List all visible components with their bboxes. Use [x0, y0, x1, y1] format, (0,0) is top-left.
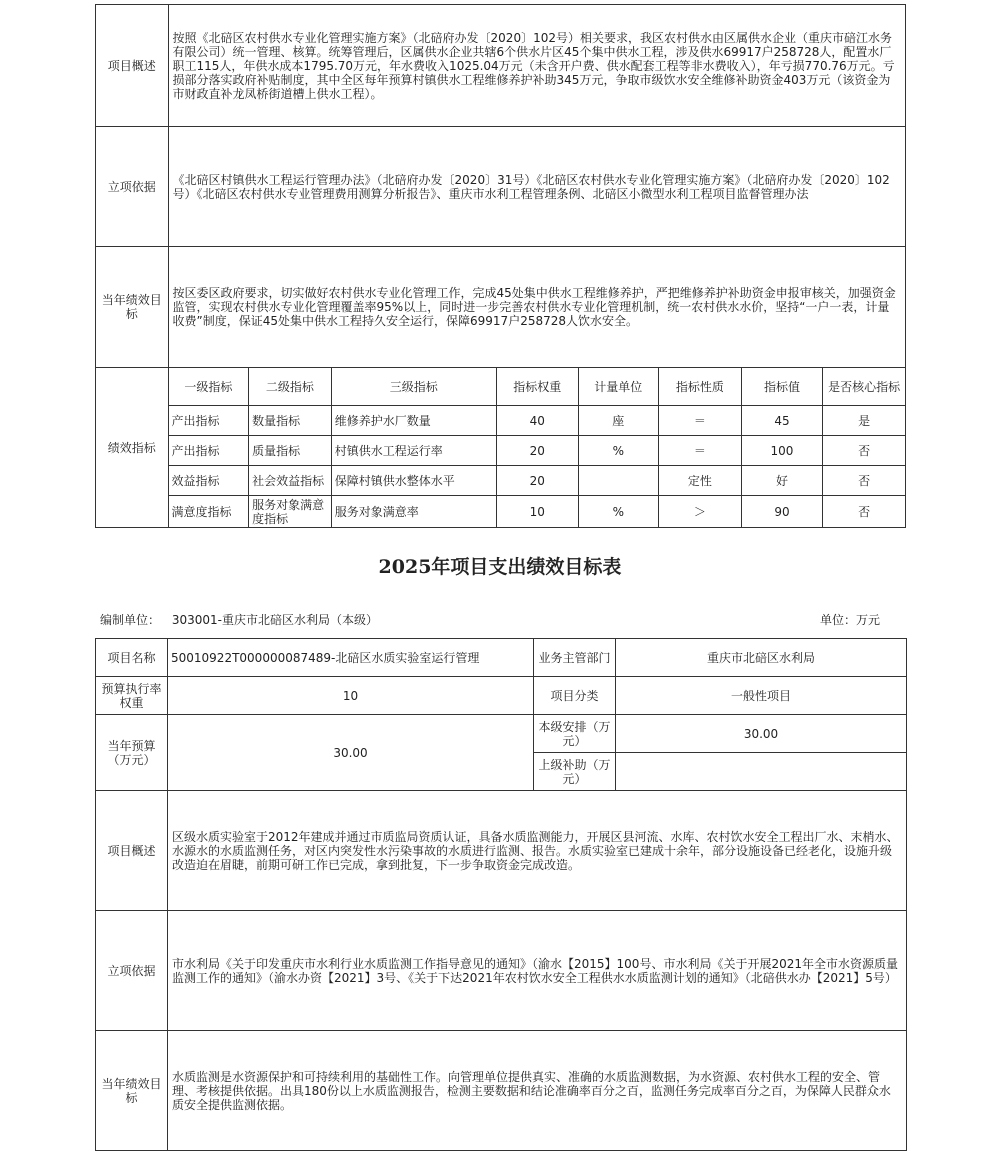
- cell-nature: ＝: [659, 436, 742, 466]
- dept-value: 重庆市北碚区水利局: [616, 639, 907, 677]
- cell-level3: 维修养护水厂数量: [331, 406, 496, 436]
- upper-label: 上级补助（万元）: [534, 753, 616, 791]
- dept-label: 业务主管部门: [534, 639, 616, 677]
- performance-table-2: [95, 638, 907, 1151]
- header-level3: 三级指标: [331, 368, 496, 406]
- annual-goal-label: 当年绩效目标: [96, 247, 169, 368]
- local-label: 本级安排（万元）: [534, 715, 616, 753]
- project-overview-text: 区级水质实验室于2012年建成并通过市质监局资质认证，具备水质监测能力，开展区县河流、水库、农村饮水安全工程出厂水、末梢水、水源水的水质监测任务，对区内突发性水污染事故的水质进行监测、报告。水质实验室已建成十余年，部分设施设备已经老化，设施升级改造迫在眉睫，前期可研工作已完成，拿到批复，下一步争取资金完成改造。: [168, 791, 907, 911]
- cell-weight: 10: [496, 496, 578, 528]
- cell-core: 是: [823, 406, 906, 436]
- basis-text: 《北碚区村镇供水工程运行管理办法》（北碚府办发〔2020〕31号）《北碚区农村供水专业化管理实施方案》（北碚府办发〔2020〕102号）《北碚区农村供水专业管理费用测算分析报告》、重庆市水利工程管理条例、北碚区小微型水利工程项目监督管理办法: [168, 127, 905, 247]
- cell-weight: 20: [496, 436, 578, 466]
- budget-value: 30.00: [168, 715, 534, 791]
- cell-value: 90: [741, 496, 823, 528]
- cell-level2: 服务对象满意度指标: [249, 496, 332, 528]
- cell-level3: 服务对象满意率: [331, 496, 496, 528]
- cell-nature: 定性: [659, 466, 742, 496]
- header-level1: 一级指标: [168, 368, 249, 406]
- header-weight: 指标权重: [496, 368, 578, 406]
- basis-label: 立项依据: [96, 127, 169, 247]
- header-nature: 指标性质: [659, 368, 742, 406]
- cell-unit: [578, 466, 659, 496]
- cell-unit: %: [578, 496, 659, 528]
- table-row: [96, 436, 906, 466]
- cell-level2: 社会效益指标: [249, 466, 332, 496]
- cell-level1: 满意度指标: [168, 496, 249, 528]
- local-value: 30.00: [616, 715, 907, 753]
- project-overview-label: 项目概述: [96, 5, 169, 127]
- weight-value: 10: [168, 677, 534, 715]
- cell-weight: 40: [496, 406, 578, 436]
- budget-label: 当年预算（万元）: [96, 715, 168, 791]
- cell-core: 否: [823, 496, 906, 528]
- cell-unit: 座: [578, 406, 659, 436]
- category-value: 一般性项目: [616, 677, 907, 715]
- table-row: [96, 406, 906, 436]
- cell-level1: 产出指标: [168, 406, 249, 436]
- annual-goal-label: 当年绩效目标: [96, 1031, 168, 1151]
- cell-level2: 质量指标: [249, 436, 332, 466]
- compiling-unit: [100, 611, 378, 628]
- category-label: 项目分类: [534, 677, 616, 715]
- cell-nature: ＝: [659, 406, 742, 436]
- weight-label: 预算执行率权重: [96, 677, 168, 715]
- cell-level3: 保障村镇供水整体水平: [331, 466, 496, 496]
- currency-unit: 单位：万元: [820, 613, 881, 627]
- cell-level1: 效益指标: [168, 466, 249, 496]
- annual-goal-text: 按区委区政府要求，切实做好农村供水专业化管理工作，完成45处集中供水工程维修养护，严把维修养护补助资金申报审核关，加强资金监管，实现农村供水专业化管理覆盖率95%以上，同时进一步完善农村供水专业化管理机制，统一农村供水水价，坚持“一户一表，计量收费”制度，保证45处集中供水工程持久安全运行，保障69917户258728人饮水安全。: [168, 247, 905, 368]
- cell-level2: 数量指标: [249, 406, 332, 436]
- project-overview-label: 项目概述: [96, 791, 168, 911]
- cell-core: 否: [823, 466, 906, 496]
- cell-level1: 产出指标: [168, 436, 249, 466]
- compiling-unit-label: 编制单位：: [100, 613, 161, 627]
- header-core: 是否核心指标: [823, 368, 906, 406]
- cell-core: 否: [823, 436, 906, 466]
- header-unit: 计量单位: [578, 368, 659, 406]
- cell-value: 好: [741, 466, 823, 496]
- project-overview-text: 按照《北碚区农村供水专业化管理实施方案》（北碚府办发〔2020〕102号）相关要求，我区农村供水由区属供水企业（重庆市碚江水务有限公司）统一管理、核算。统筹管理后，区属供水企业共辖6个供水片区45个集中供水工程，涉及供水69917户258728人，配置水厂职工115人，年供水成本1795.70万元，年水费收入1025.04万元（未含开户费、供水配套工程等非水费收入），年亏损770.76万元。亏损部分落实政府补贴制度，其中全区每年预算村镇供水工程维修养护补助345万元，争取市级饮水安全维修补助资金403万元（该资金为市财政直补龙凤桥街道槽上供水工程）。: [168, 5, 905, 127]
- compiling-unit-value: 303001-重庆市北碚区水利局（本级）: [171, 613, 378, 627]
- table-row: [96, 466, 906, 496]
- annual-goal-text: 水质监测是水资源保护和可持续利用的基础性工作。向管理单位提供真实、准确的水质监测数据，为水资源、农村供水工程的安全、管理、考核提供依据。出具180份以上水质监测报告，检测主要数据和结论准确率百分之百，监测任务完成率百分之百，为保障人民群众水质安全提供监测依据。: [168, 1031, 907, 1151]
- cell-level3: 村镇供水工程运行率: [331, 436, 496, 466]
- cell-weight: 20: [496, 466, 578, 496]
- cell-nature: ＞: [659, 496, 742, 528]
- table-row: [96, 496, 906, 528]
- cell-value: 45: [741, 406, 823, 436]
- basis-label: 立项依据: [96, 911, 168, 1031]
- header-level2: 二级指标: [249, 368, 332, 406]
- page-title: 2025年项目支出绩效目标表: [378, 556, 622, 578]
- upper-value: [616, 753, 907, 791]
- cell-value: 100: [741, 436, 823, 466]
- header-value: 指标值: [741, 368, 823, 406]
- cell-unit: %: [578, 436, 659, 466]
- indicator-label: 绩效指标: [96, 368, 169, 528]
- project-name-label: 项目名称: [96, 639, 168, 677]
- basis-text: 市水利局《关于印发重庆市水利行业水质监测工作指导意见的通知》（渝水【2015】100号、市水利局《关于开展2021年全市水资源质量监测工作的通知》（渝水办资【2021】3号、《关于下达2021年农村饮水安全工程供水水质监测计划的通知》（北碚供水办【2021】5号）: [168, 911, 907, 1031]
- project-name-value: 50010922T000000087489-北碚区水质实验室运行管理: [168, 639, 534, 677]
- performance-table-1: [95, 4, 906, 528]
